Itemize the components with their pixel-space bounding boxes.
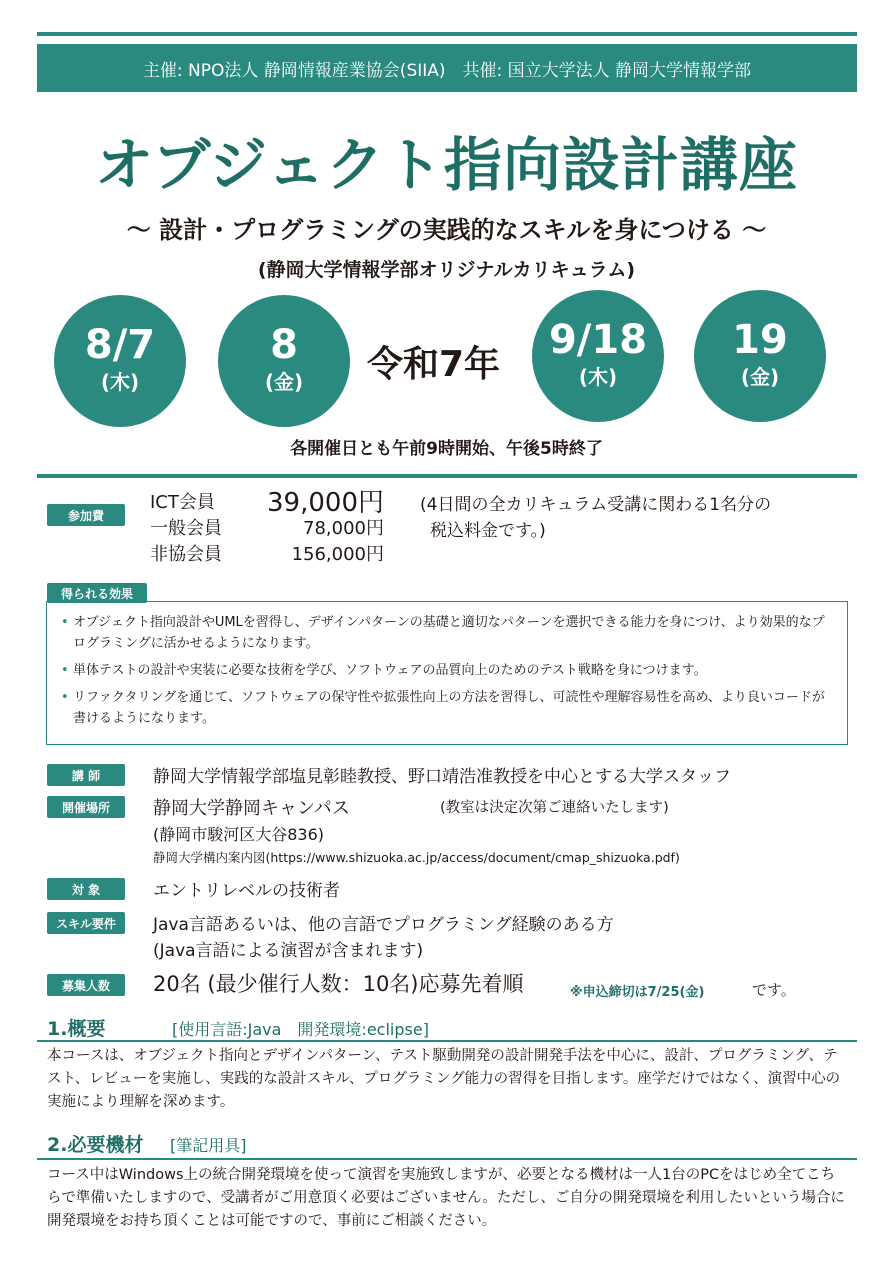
fee-label: 非協会員 xyxy=(150,544,222,565)
era-label: 令和7年 xyxy=(367,344,501,385)
skill-tag: スキル要件 xyxy=(47,912,125,934)
fee-value: 156,000円 xyxy=(291,544,384,565)
venue-address: (静岡市駿河区大谷836) xyxy=(153,825,325,844)
lecturer-text: 静岡大学情報学部塩見彰睦教授、野口靖浩准教授を中心とする大学スタッフ xyxy=(153,767,731,787)
organizer-banner: 主催: NPO法人 静岡情報産業協会(SIIA) 共催: 国立大学法人 静岡大学情報学部 xyxy=(37,44,857,92)
section1-heading: 1.概要 xyxy=(47,1018,106,1040)
fee-value: 39,000円 xyxy=(267,488,384,518)
divider xyxy=(37,474,857,478)
venue-note: (教室は決定次第ご連絡いたします) xyxy=(440,800,669,816)
fee-row xyxy=(150,516,384,542)
target-text: エントリレベルの技術者 xyxy=(153,881,340,901)
section1-sub: [使用言語:Java 開発環境:eclipse] xyxy=(172,1020,429,1039)
venue-tag: 開催場所 xyxy=(47,796,125,818)
effect-item: • オブジェクト指向設計やUMLを習得し、デザインパターンの基礎と適切なパターンを選択できる能力を身につけ、より効果的なプログラミングに活かせるようになります。 xyxy=(61,612,835,654)
date-label: 8/7 xyxy=(84,322,156,368)
page-title: オブジェクト指向設計講座 xyxy=(95,131,798,199)
date-circle xyxy=(54,295,186,427)
date-label: 8 xyxy=(270,322,298,368)
curriculum-note: (静岡大学情報学部オリジナルカリキュラム) xyxy=(257,259,636,281)
day-label: (金) xyxy=(264,370,304,394)
date-label: 9/18 xyxy=(548,317,648,363)
effects-box xyxy=(46,601,848,745)
section1-rule xyxy=(37,1040,857,1042)
skill-text: Java言語あるいは、他の言語でプログラミング経験のある方 xyxy=(153,915,614,935)
deadline-note: ※申込締切は7/25(金) xyxy=(570,985,705,1000)
day-label: (木) xyxy=(578,365,618,389)
recruit-tag: 募集人数 xyxy=(47,974,125,996)
date-label: 19 xyxy=(732,317,788,363)
deadline-note-tail: です。 xyxy=(752,981,796,999)
date-circle xyxy=(532,290,664,422)
effects-tag: 得られる効果 xyxy=(47,583,147,603)
fee-label: 一般会員 xyxy=(150,518,222,539)
fee-row xyxy=(150,542,384,568)
subtitle: 〜 設計・プログラミングの実践的なスキルを身につける 〜 xyxy=(126,216,767,244)
fee-table xyxy=(150,490,384,568)
fee-label: ICT会員 xyxy=(150,492,215,513)
fee-row xyxy=(150,490,384,516)
fee-tag: 参加費 xyxy=(47,504,125,526)
section2-sub: [筆記用具] xyxy=(170,1136,247,1155)
date-circle xyxy=(694,290,826,422)
skill-note: (Java言語による演習が含まれます) xyxy=(153,941,424,961)
section2-heading: 2.必要機材 xyxy=(47,1134,144,1156)
section1-body: 本コースは、オブジェクト指向とデザインパターン、テスト駆動開発の設計開発手法を中心に、設計、プログラミング、テスト、レビューを実施し、実践的な設計スキル、プログラミング能力の習得を目指します。座学だけではなく、演習中心の実施により理解を深めます。 xyxy=(47,1048,841,1110)
top-rule xyxy=(37,32,857,36)
section2-body: コース中はWindows上の統合開発環境を使って演習を実施致しますが、必要となる機材は一人1台のPCをはじめ全てこちらで準備いたしますので、受講者がご用意頂く必要はございません。ただし、ご自分の開発環境を利用したいという場合に開発環境をお持ち頂くことは可能ですので、事前にご相談ください。 xyxy=(47,1167,845,1229)
fee-value: 78,000円 xyxy=(303,518,384,539)
effect-item: • 単体テストの設計や実装に必要な技術を学び、ソフトウェアの品質向上のためのテスト戦略を身につけます。 xyxy=(61,660,835,681)
venue-map-link[interactable]: 静岡大学構内案内図(https://www.shizuoka.ac.jp/access/document/cmap_shizuoka.pdf) xyxy=(153,850,680,865)
venue-name: 静岡大学静岡キャンパス xyxy=(153,798,350,819)
section2-rule xyxy=(37,1158,857,1160)
day-label: (金) xyxy=(740,365,780,389)
fee-note xyxy=(420,492,771,544)
effect-item: • リファクタリングを通じて、ソフトウェアの保守性や拡張性向上の方法を習得し、可読性や理解容易性を高め、より良いコードが書けるようになります。 xyxy=(61,687,835,729)
lecturer-tag: 講 師 xyxy=(47,764,125,786)
fee-note-line: 税込料金です。) xyxy=(430,521,546,541)
recruit-text: 20名 (最少催行人数：10名)応募先着順 xyxy=(153,972,524,996)
fee-note-line: (4日間の全カリキュラム受講に関わる1名分の xyxy=(420,495,772,515)
target-tag: 対 象 xyxy=(47,878,125,900)
hours-text: 各開催日とも午前9時開始、午後5時終了 xyxy=(290,439,603,459)
date-circle xyxy=(218,295,350,427)
day-label: (木) xyxy=(100,370,140,394)
